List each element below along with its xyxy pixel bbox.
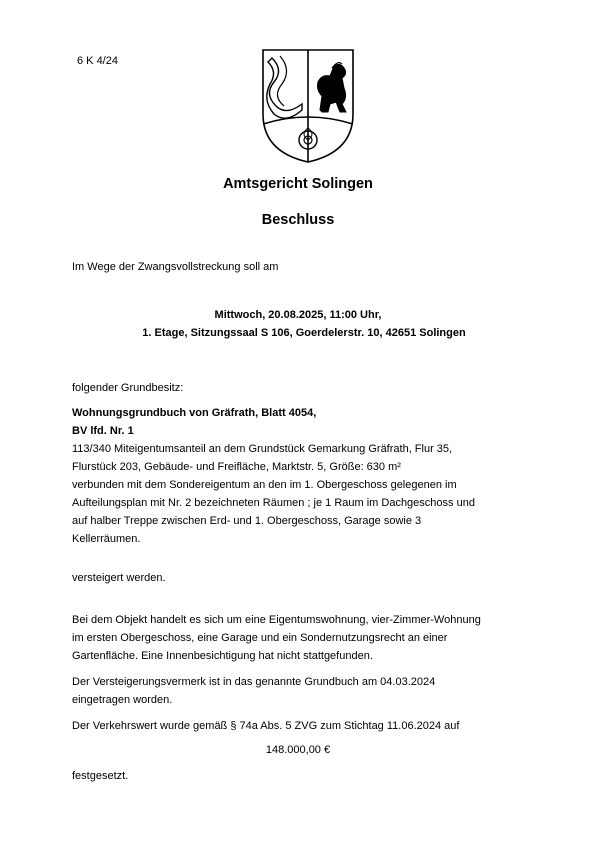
property-line: Kellerräumen. — [72, 533, 141, 545]
object-line: Gartenfläche. Eine Innenbesichtigung hat nicht stattgefunden. — [72, 650, 373, 662]
document-title: Beschluss — [261, 212, 335, 228]
land-register: Wohnungsgrundbuch von Gräfrath, Blatt 4054, — [72, 407, 317, 419]
object-line: Bei dem Objekt handelt es sich um eine Eigentumswohnung, vier-Zimmer-Wohnung — [72, 614, 481, 626]
case-reference: 6 K 4/24 — [77, 55, 118, 67]
market-value-amount: 148.000,00 € — [265, 744, 331, 756]
object-description — [72, 611, 542, 665]
vermerk-line: eingetragen worden. — [72, 694, 173, 706]
intro-text: Im Wege der Zwangsvollstreckung soll am — [72, 261, 279, 273]
property-line: 113/340 Miteigentumsanteil an dem Grundstück Gemarkung Gräfrath, Flur 35, — [72, 443, 453, 455]
fixed-statement: festgesetzt. — [72, 770, 129, 782]
property-line: verbunden mit dem Sondereigentum an den im 1. Obergeschoss gelegenen im — [72, 479, 457, 491]
auction-location: 1. Etage, Sitzungssaal S 106, Goerdelerstr. 10, 42651 Solingen — [142, 327, 466, 339]
court-name: Amtsgericht Solingen — [223, 176, 373, 192]
registration-note — [72, 673, 542, 709]
property-description — [72, 404, 532, 548]
auction-date: Mittwoch, 20.08.2025, 11:00 Uhr, — [214, 309, 382, 321]
property-heading: folgender Grundbesitz: — [72, 382, 184, 394]
property-line: Flurstück 203, Gebäude- und Freifläche, Marktstr. 5, Größe: 630 m² — [72, 461, 401, 473]
auction-statement: versteigert werden. — [72, 572, 166, 584]
bv-number: BV lfd. Nr. 1 — [72, 425, 134, 437]
property-line: auf halber Treppe zwischen Erd- und 1. Obergeschoss, Garage sowie 3 — [72, 515, 422, 527]
property-line: Aufteilungsplan mit Nr. 2 bezeichneten Räumen ; je 1 Raum im Dachgeschoss und — [72, 497, 475, 509]
market-value-statement: Der Verkehrswert wurde gemäß § 74a Abs. 5 ZVG zum Stichtag 11.06.2024 auf — [72, 720, 460, 732]
vermerk-line: Der Versteigerungsvermerk ist in das genannte Grundbuch am 04.03.2024 — [72, 676, 436, 688]
object-line: im ersten Obergeschoss, eine Garage und ein Sondernutzungsrecht an einer — [72, 632, 448, 644]
coat-of-arms-icon — [258, 44, 358, 166]
